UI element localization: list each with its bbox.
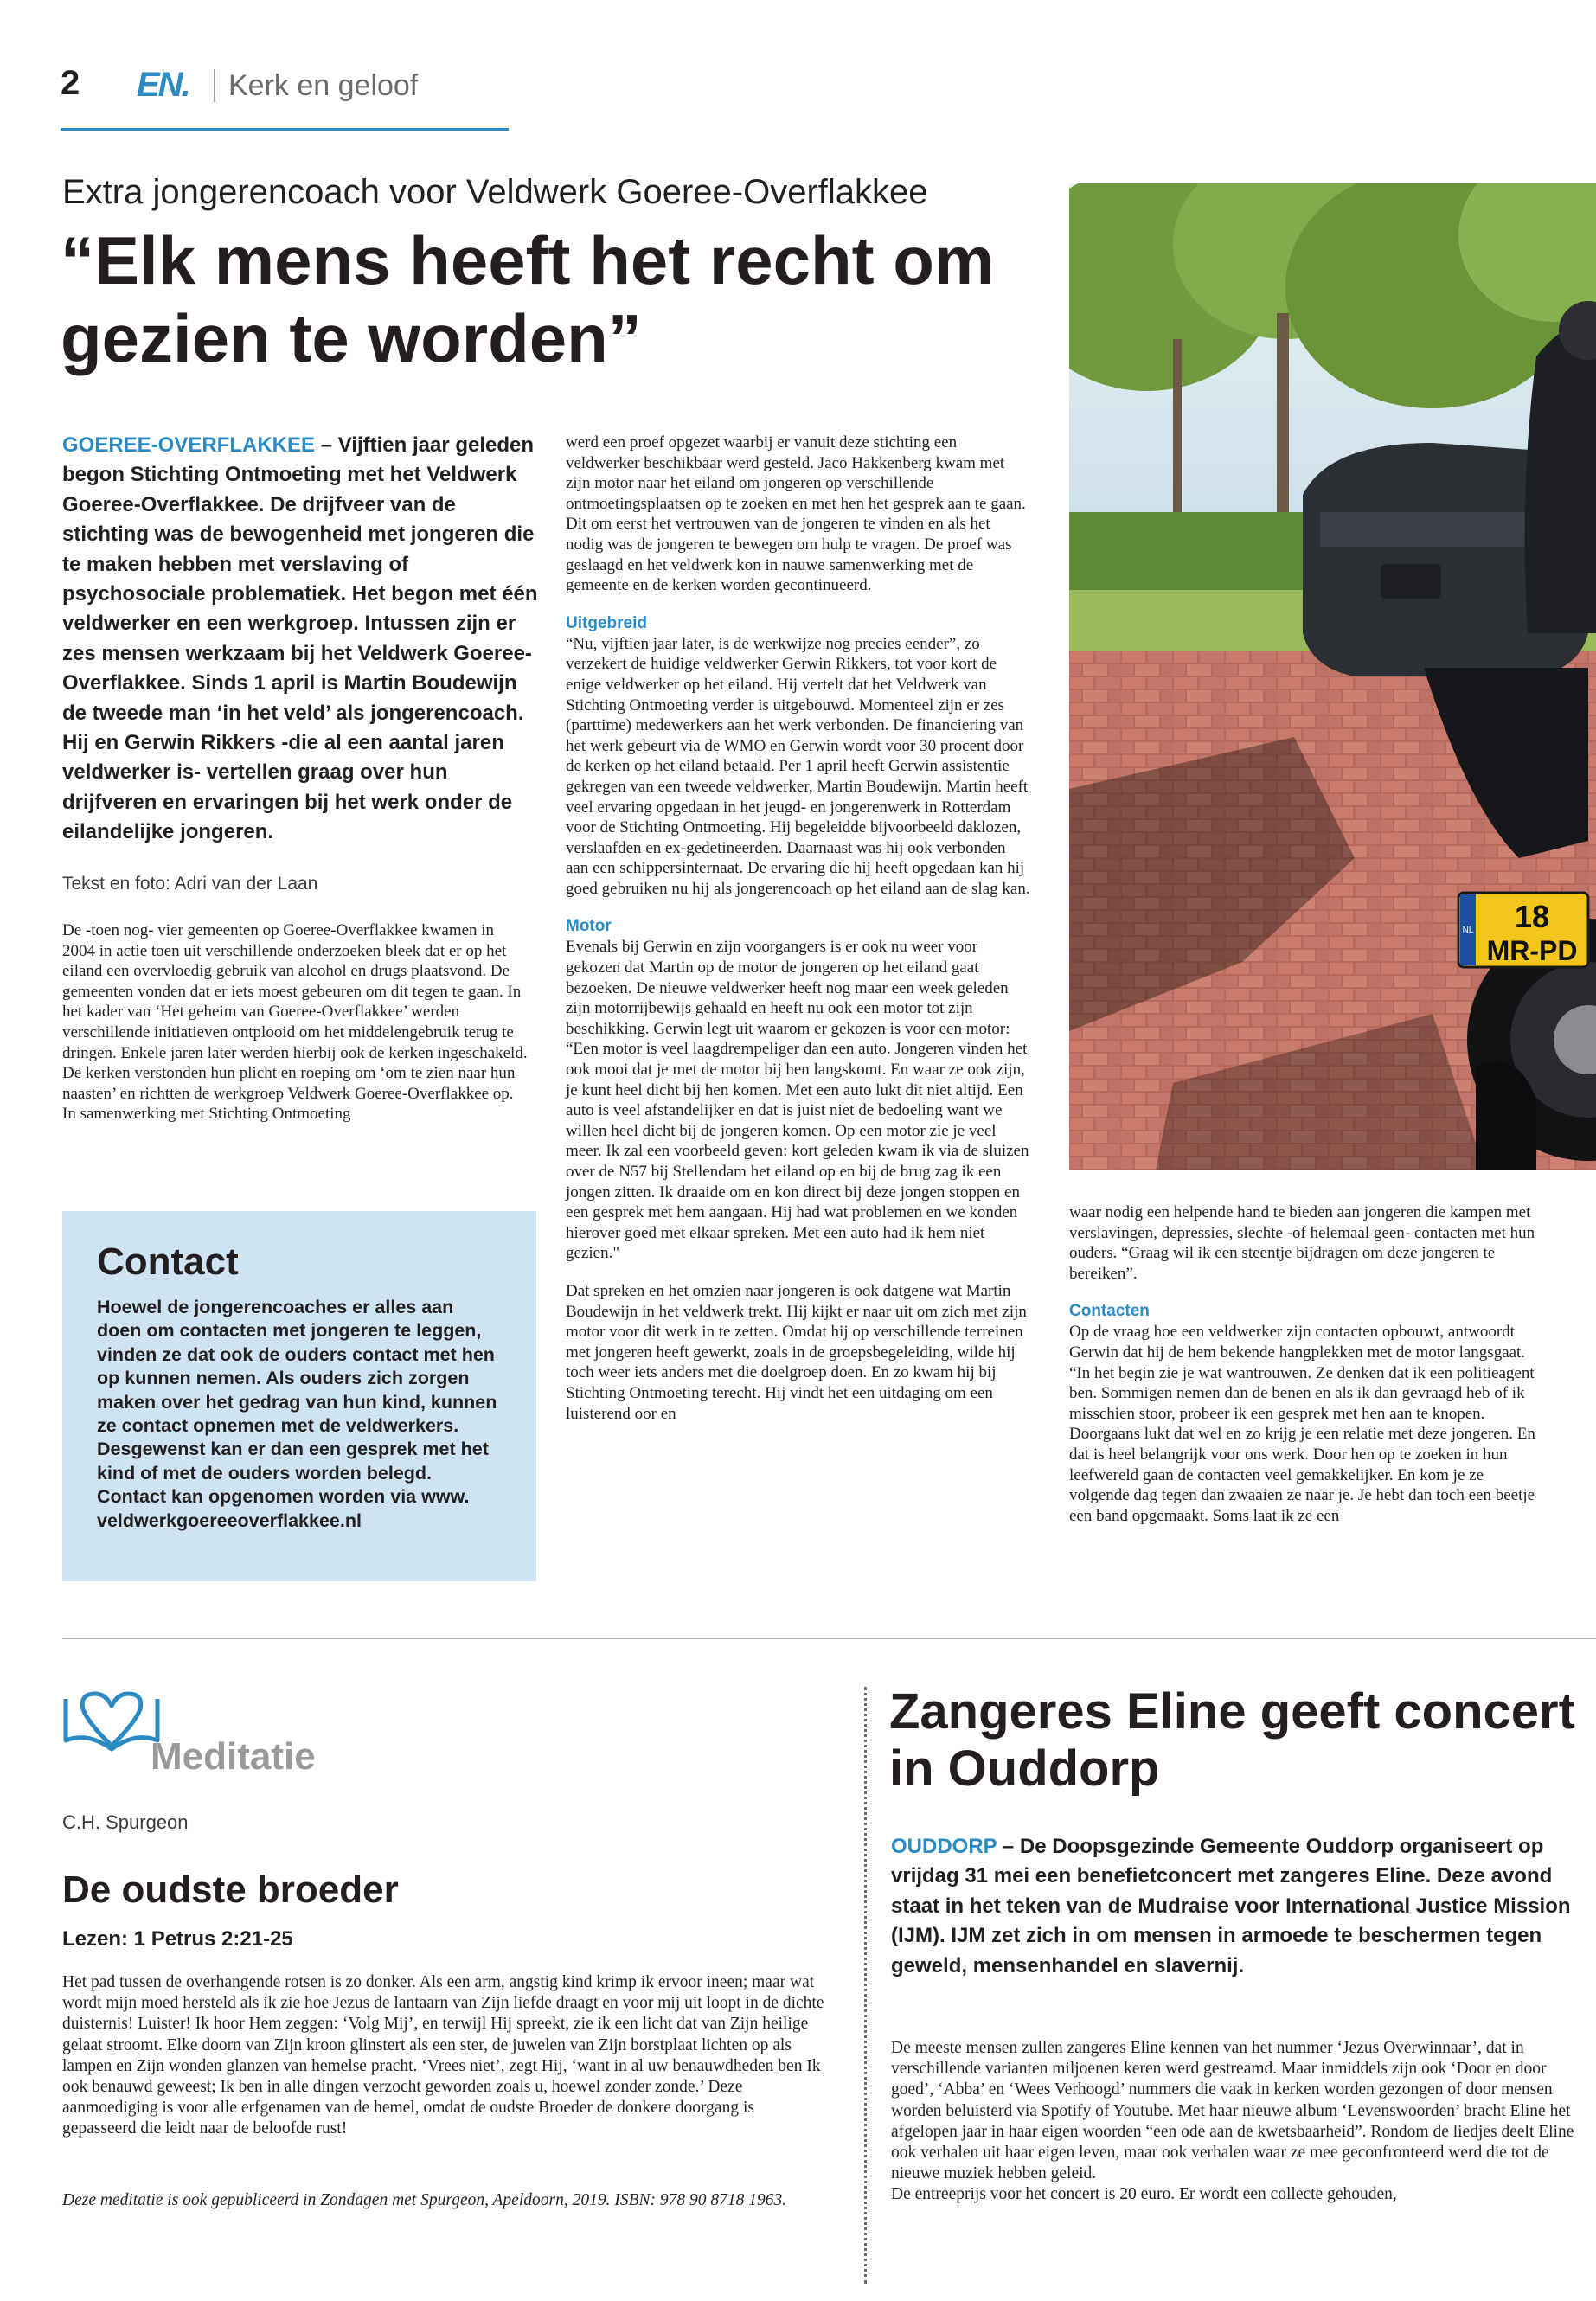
meditatie-body: Het pad tussen de overhangende rotsen is zo donker. Als een arm, angstig kind krimp ik ervoor ineen; maar wat wordt mijn moed hersteld als ik zie hoe Jezus de lantaarn van Zijn liefde draagt en voor mij uit loopt in de dichte duisternis! Luister! Ik hoor Hem zeggen: ‘Volg Mij’, en terwijl Hij spreekt, zie ik een licht dat van Zijn heilige gelaat stroomt. Elke doorn van Zijn kroon glinstert als een ster, de juwelen van Zijn borstplaat lichten op als lampen en Zijn wonden glanzen van hemelse pracht. ‘Vrees niet’, zegt Hij, ‘want in al uw benauwdheden ben Ik ook benauwd geweest; Ik ben in alle dingen verzocht geworden zoals u, hoewel zonder zonde.’ Deze aanmoediging is voor alle erfgenamen van de hemel, omdat de oudste Broeder de donkere doorgang is gepasseerd die leidt naar de beloofde rust! <box>62 1973 824 2138</box>
article-paragraph: “Nu, vijftien jaar later, is de werkwijze nog precies eender”, zo verzekert de huidige veldwerker Gerwin Rikkers, tot voor kort de enige veldwerker op het eiland. Hij vertelt dat het Veldwerk van Stichting Ontmoeting verder is uitgebouwd. Momenteel zijn er zes (parttime) medewerkers aan het werk verbonden. De financiering van het werk gebeurt via de WMO en Gerwin wordt voor 30 procent door de kerken op het eiland betaald. Per 1 april heeft Gerwin assistentie gekregen van een tweede veldwerker, Martin Boudewijn. Martin heeft veel ervaring opgedaan in het jeugd- en jongerenwerk in Rotterdam voor de Stichting Ontmoeting. Hij begeleidde bijvoorbeeld daklozen, verslaafden en ex-gedetineerden. Daarnaast was hij ook verbonden aan een schippersinternaat. De ervaring die hij heeft opgedaan kan hij goed gebruiken nu hij als jongerencoach op het eiland aan de slag kan. <box>566 634 1030 898</box>
meditatie-reading: Lezen: 1 Petrus 2:21-25 <box>62 1927 293 1951</box>
concert-body <box>891 2038 1583 2206</box>
header-separator <box>214 69 215 102</box>
article-paragraph: werd een proef opgezet waarbij er vanuit deze stichting een veldwerker beschikbaar werd gesteld. Jaco Hakkenberg kwam met zijn motor naar het eiland om jongeren op verschillende ontmoetingsplaatsen op te zoeken en met hen het gesprek aan te gaan. Dit om eerst het vertrouwen van de jongeren te vinden en als het nodig was de jongeren te bewegen om hulp te vragen. De proef was geslaagd en het veldwerk kon in nauwe samenwerking met de gemeente en de kerken worden gecontinueerd. <box>566 433 1026 595</box>
article-credit: Tekst en foto: Adri van der Laan <box>62 874 318 894</box>
concert-placename: OUDDORP <box>891 1835 997 1858</box>
concert-paragraph: De entreeprijs voor het concert is 20 euro. Er wordt een collecte gehouden, <box>891 2185 1397 2204</box>
article-photo <box>1069 183 1596 1170</box>
open-book-heart-icon <box>62 1687 161 1758</box>
header-rule <box>61 128 509 131</box>
article-column-1 <box>62 920 529 1142</box>
article-column-2 <box>566 433 1031 1441</box>
article-paragraph: Op de vraag hoe een veldwerker zijn contacten opbouwt, antwoordt Gerwin dat hij de hem bekende hangplekken met de motor langsgaat. “In het begin zie je wat wantrouwen. Ze denken dat ik een politieagent ben. Sommigen nemen dan de benen en als ik dan gevraagd heb of ik misschien stoor, probeer ik een gesprek met hen aan te knopen. Doorgaans lukt dat wel en zo krijg je een relatie met deze jongeren. En dat is heel belangrijk voor ons werk. Door hen op te zoeken in hun leefwereld gaan de contacten veel gemakkelijker. En kom je ze volgende dag tegen dan zwaaien ze naar je. Je hebt dan toch een beetje een band opgemaakt. Soms laat ik ze een <box>1069 1323 1535 1525</box>
newspaper-logo: EN. <box>137 66 189 104</box>
subhead-motor: Motor <box>566 917 612 936</box>
meditatie-title: De oudste broeder <box>62 1868 399 1911</box>
subhead-contacten: Contacten <box>1069 1302 1150 1321</box>
article-paragraph: waar nodig een helpende hand te bieden aan jongeren die kampen met verslavingen, depressies, slechte -of helemaal geen- contacten met hun ouders. “Graag wil ik een steentje bijdragen om deze jongeren te bereiken”. <box>1069 1203 1535 1283</box>
concert-paragraph: De meeste mensen zullen zangeres Eline kennen van het nummer ‘Jezus Overwinnaar’, dat in verschillende varianten miljoenen keren werd gestreamd. Maar inmiddels zijn ook ‘Door en door goed’, ‘Abba’ en ‘Wees Verhoogd’ nummers die vaak in kerken worden gezongen of door mensen worden beluisterd via Spotify of Youtube. Met haar nieuwe album ‘Levenswoorden’ bracht Eline het afgelopen jaar in haar eigen woorden “een ode aan de kwetsbaarheid”. Rondom de liedjes deelt Eline ook verhalen uit haar eigen leven, maar ook verhalen waar ze mee geconfronteerd werd die tot de nieuwe muziek hebben geleid. <box>891 2039 1574 2183</box>
concert-lead <box>891 1832 1574 1981</box>
article-column-3 <box>1069 1202 1536 1543</box>
article-headline: “Elk mens heeft het recht om gezien te worden” <box>61 222 995 376</box>
meditatie-note: Deze meditatie is ook gepubliceerd in Zondagen met Spurgeon, Apeldoorn, 2019. ISBN: 978 90 8718 1963. <box>62 2191 787 2209</box>
article-paragraph: Dat spreken en het omzien naar jongeren is ook datgene wat Martin Boudewijn in het veldwerk trekt. Hij kijkt er naar uit om zich met zijn motor voor dit werk in te zetten. Omdat hij op verschillende terreinen met jongeren heeft gewerkt, zoals in de groepsbegeleiding, wilde hij toch weer iets anders met die doelgroep doen. En zo kwam hij bij Stichting Ontmoeting terecht. Hij vindt het een uitdaging om een luisterend oor en <box>566 1281 1027 1423</box>
meditatie-label: Meditatie <box>151 1735 316 1778</box>
plate-country: NL <box>1462 926 1474 935</box>
article-paragraph: De -toen nog- vier gemeenten op Goeree-Overflakkee kwamen in 2004 in actie toen uit verschillende onderzoeken bleek dat er op het eiland een overvloedig gebruik van alcohol en drugs plaatsvond. De gemeenten vonden dat er iets moest gebeuren om dit tegen te gaan. In het kader van ‘Het geheim van Goeree-Overflakkee’ werden verschillende initiatieven ontplooid om het middelengebruik terug te dringen. Enkele jaren later werden hierbij ook de kerken ingeschakeld. De kerken verstonden hun plicht en roeping om ‘om te zien naar hun naasten’ en richtten de werkgroep Veldwerk Goeree-Overflakkee op. In samenwerking met Stichting Ontmoeting <box>62 921 528 1124</box>
plate-number-top: 18 <box>1514 899 1550 934</box>
section-label: Kerk en geloof <box>228 69 419 102</box>
lead-text: – Vijftien jaar geleden begon Stichting Ontmoeting met het Veldwerk Goeree-Overflakkee. De drijfveer van de stichting was de bewogenheid met jongeren die te maken hebben met verslaving of psychosociale problematiek. Het begon met één veldwerker en een werkgroep. Intussen zijn er zes mensen werkzaam bij het Veldwerk Goeree-Overflakkee. Sinds 1 april is Martin Boudewijn de tweede man ‘in het veld’ als jongerencoach. Hij en Gerwin Rikkers -die al een aantal jaren veldwerker is- vertellen graag over hun drijfveren en ervaringen bij het werk onder de eilandelijke jongeren. <box>62 433 538 844</box>
subhead-uitgebreid: Uitgebreid <box>566 613 647 632</box>
article-paragraph: Evenals bij Gerwin en zijn voorgangers is er ook nu weer voor gekozen dat Martin op de motor de jongeren op het eiland gaat bezoeken. De nieuwe veldwerker heeft nog maar een week geleden zijn motorrijbewijs gehaald en heeft nu ook een motor tot zijn beschikking. Gerwin legt uit waarom er gekozen is voor een motor: “Een motor is veel laagdrempeliger dan een auto. Jongeren vinden het ook mooi dat je met de motor bij hen langskomt. En waar ze ook zijn, je kunt heel dicht bij hen komen. Met een auto lukt dit niet altijd. Een auto is veel afstandelijker en dat is juist niet de bedoeling want we willen heel dicht bij de jongeren komen. Op een motor zie je veel meer. Ik zal een voorbeeld geven: kort geleden kwam ik via de sluizen over de N57 bij Stellendam het eiland op en bij de brug zag ik een jongen zitten. Ik draaide om en kon direct bij deze jongen stoppen en een gesprek met hem aangaan. Hij had wat problemen en we konden hierover goed met elkaar spreken. Met een auto had ik hem niet gezien." <box>566 938 1029 1263</box>
article-kicker: Extra jongerencoach voor Veldwerk Goeree-Overflakkee <box>62 173 928 211</box>
lead-placename: GOEREE-OVERFLAKKEE <box>62 433 316 457</box>
contact-title: Contact <box>97 1240 239 1283</box>
motorcycle-photo-illustration <box>1069 183 1596 1170</box>
article-lead <box>62 431 543 848</box>
contact-box <box>62 1211 536 1581</box>
concert-lead-text: – De Doopsgezinde Gemeente Ouddorp organiseert op vrijdag 31 mei een benefietconcert met zangeres Eline. Deze avond staat in het teken van de Mudraise voor International Justice Mission (IJM). IJM zet zich in om mensen in armoede te beschermen tegen geweld, mensenhandel en slavernij. <box>891 1835 1571 1977</box>
plate-number-bottom: MR-PD <box>1486 935 1578 966</box>
column-divider <box>864 1687 867 2284</box>
meditatie-author: C.H. Spurgeon <box>62 1811 189 1833</box>
concert-headline: Zangeres Eline geeft concert in Ouddorp <box>889 1683 1575 1797</box>
section-divider <box>62 1638 1596 1639</box>
page-number: 2 <box>61 64 79 102</box>
contact-text: Hoewel de jongerencoaches er alles aan doen om contacten met jongeren te leggen, vinden ze dat ook de ouders contact met hen op kunnen nemen. Als ouders zich zorgen maken over het gedrag van hun kind, kunnen ze contact opnemen met de veldwerkers. Desgewenst kan er dan een gesprek met het kind of met de ouders worden belegd. Contact kan opgenomen worden via www. veldwerkgoereeoverflakkee.nl <box>97 1297 497 1531</box>
